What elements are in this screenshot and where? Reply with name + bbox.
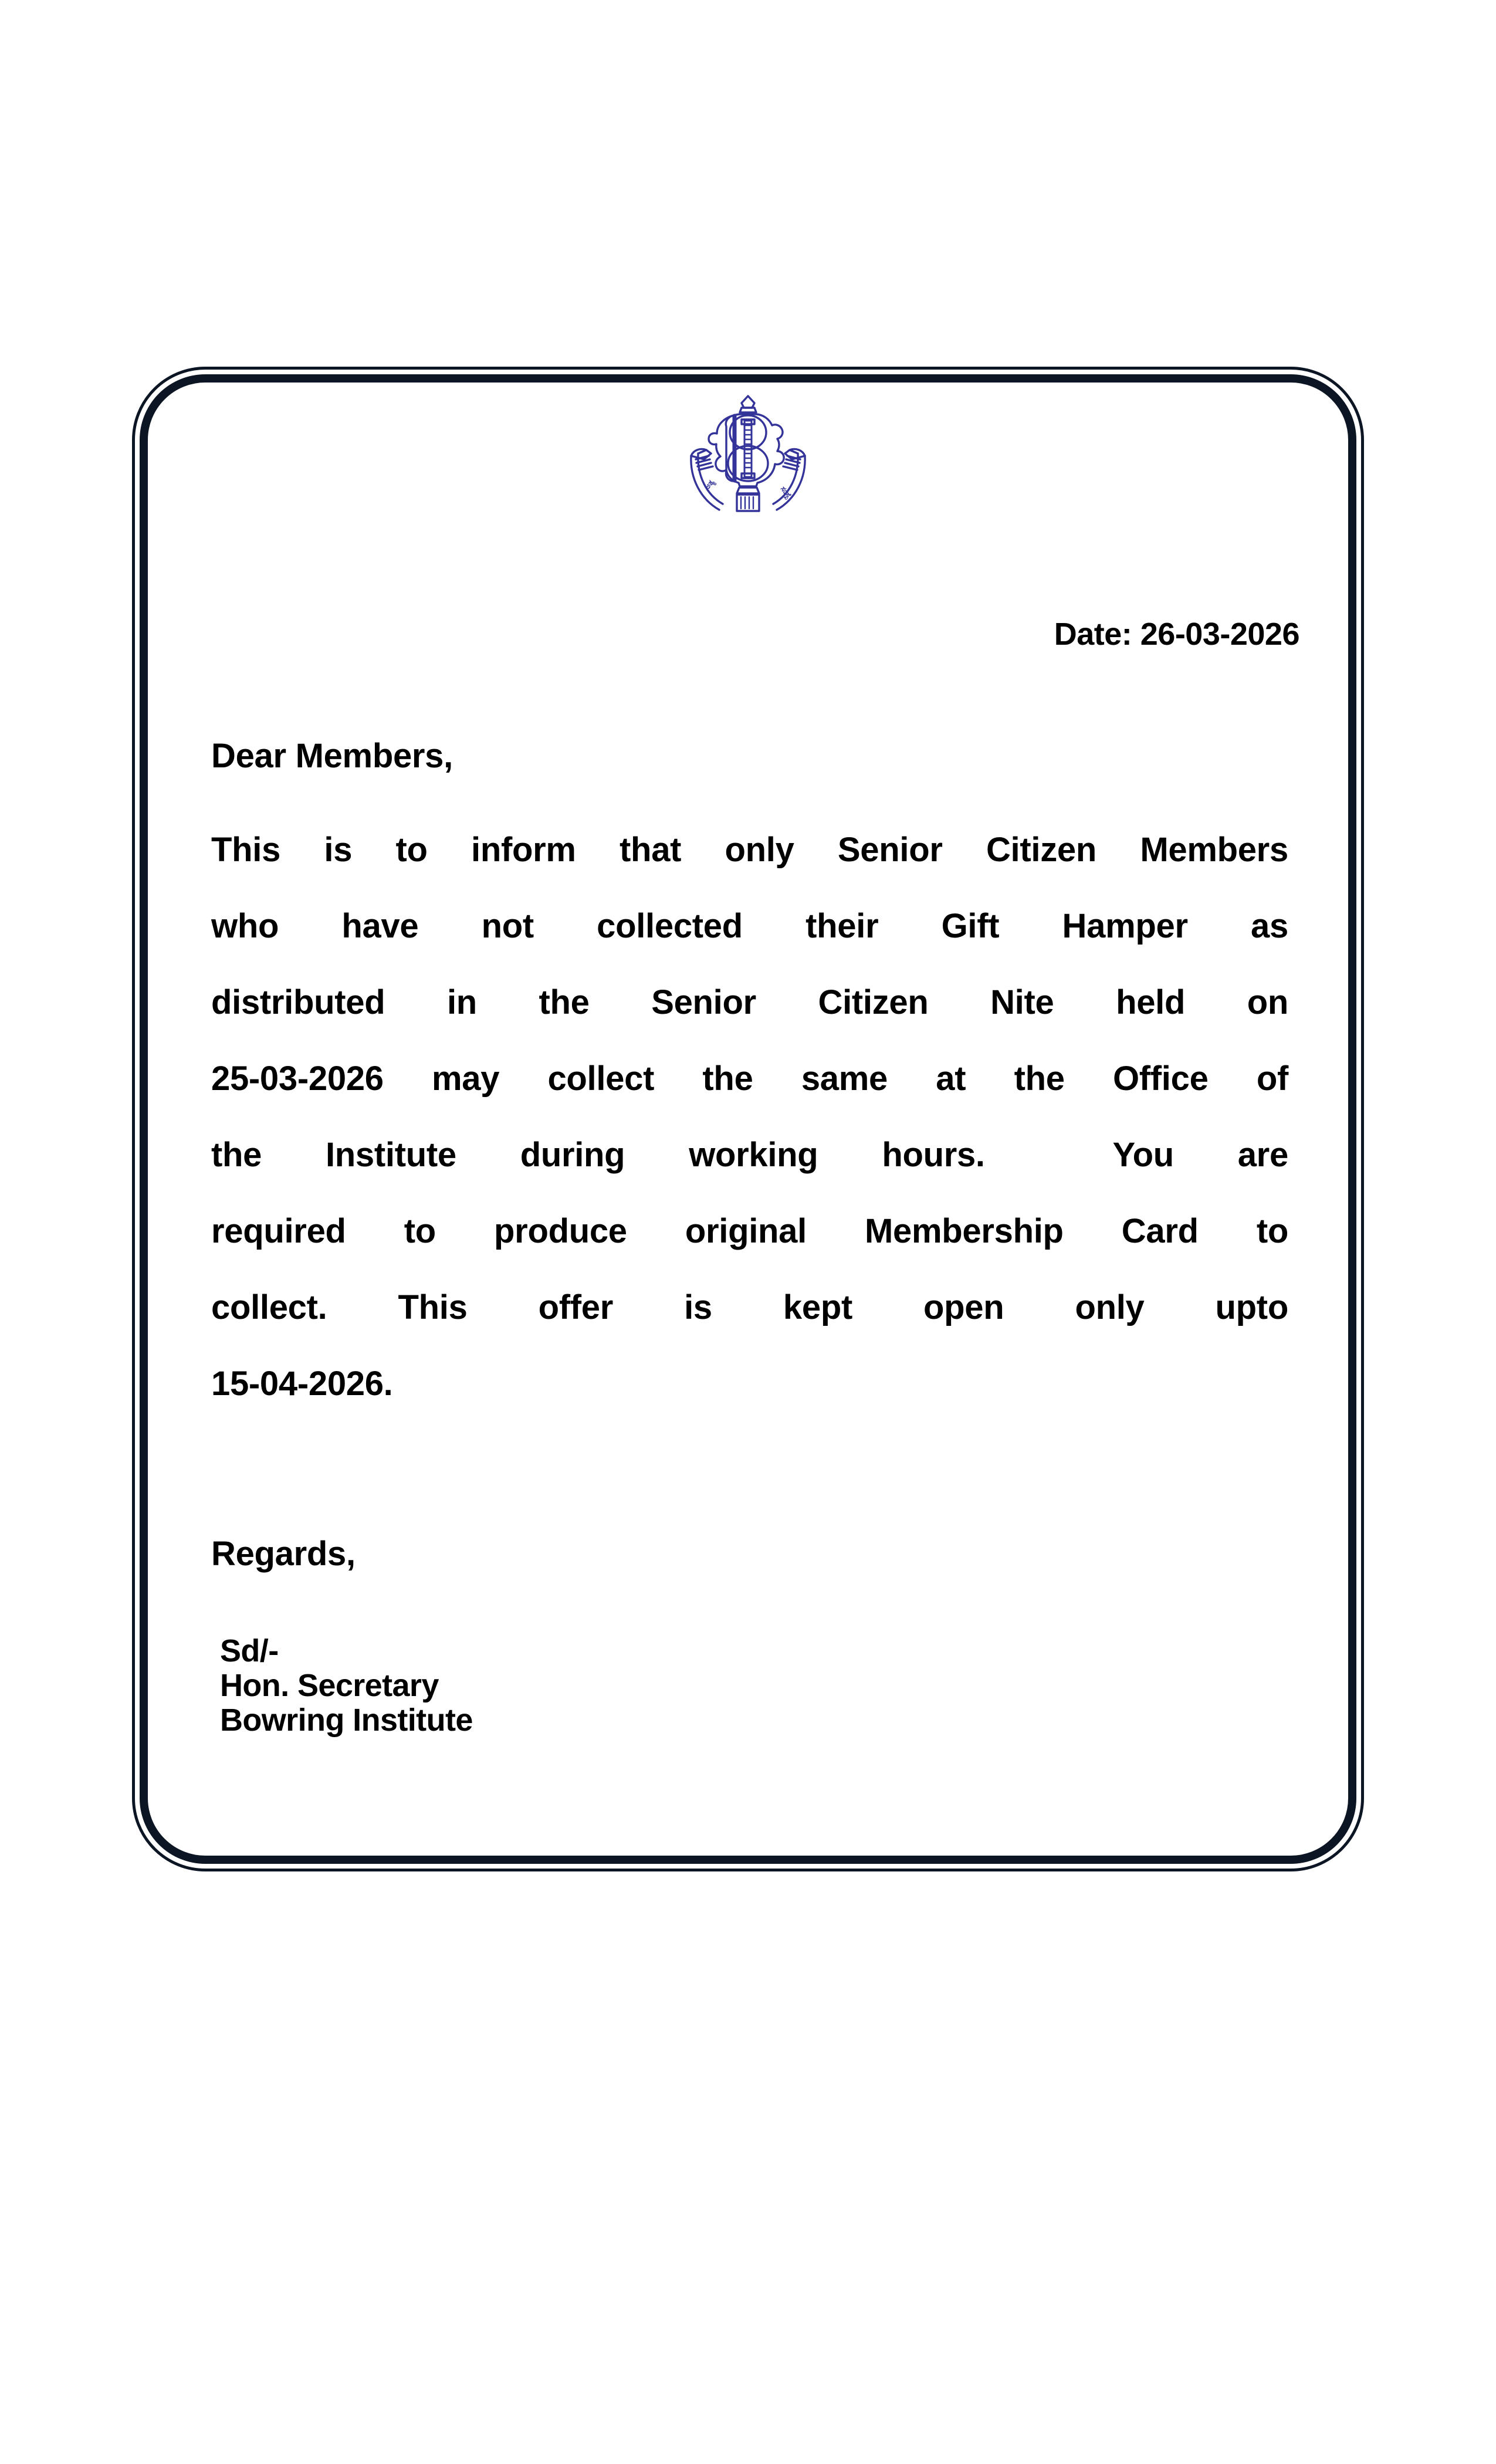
body-word: may bbox=[431, 1060, 500, 1098]
body-word: collect bbox=[547, 1060, 655, 1098]
body-word: only bbox=[725, 831, 794, 869]
body-word: produce bbox=[494, 1212, 627, 1250]
body-word: is bbox=[684, 1288, 712, 1326]
signature-organization: Bowring Institute bbox=[220, 1702, 473, 1738]
body-word: working bbox=[689, 1136, 818, 1174]
signature-signed-mark: Sd/- bbox=[220, 1633, 279, 1668]
body-word: their bbox=[805, 907, 879, 945]
body-word: This bbox=[398, 1288, 468, 1326]
body-word: 15-04-2026. bbox=[211, 1365, 393, 1403]
body-word: Institute bbox=[325, 1136, 456, 1174]
bowring-institute-crest-icon bbox=[681, 390, 815, 516]
body-word: the bbox=[702, 1060, 753, 1098]
body-word: only bbox=[1075, 1288, 1145, 1326]
body-word: as bbox=[1250, 907, 1288, 945]
body-word: are bbox=[1237, 1136, 1288, 1174]
body-word: the bbox=[1014, 1060, 1065, 1098]
body-line bbox=[211, 1138, 1288, 1214]
body-word: collect. bbox=[211, 1288, 327, 1326]
body-line bbox=[211, 1288, 1288, 1367]
body-word: to bbox=[395, 831, 428, 869]
closing-line: Regards, bbox=[211, 1535, 356, 1573]
body-word: during bbox=[520, 1136, 625, 1174]
body-word: Senior bbox=[651, 983, 756, 1021]
svg-text:ಸಂಸ್ಖೆ: ಸಂಸ್ಖೆ bbox=[779, 484, 794, 500]
body-line bbox=[211, 983, 1288, 1062]
body-word: upto bbox=[1215, 1288, 1288, 1326]
body-word: to bbox=[404, 1212, 436, 1250]
body-word: This bbox=[211, 831, 281, 869]
body-word: the bbox=[539, 983, 590, 1021]
body-word: inform bbox=[471, 831, 576, 869]
salutation: Dear Members, bbox=[211, 737, 453, 775]
body-word: at bbox=[936, 1060, 966, 1098]
body-word: the bbox=[211, 1136, 262, 1174]
signature-designation: Hon. Secretary bbox=[220, 1667, 439, 1703]
notice-date: Date: 26-03-2026 bbox=[1054, 617, 1299, 652]
body-word: Senior bbox=[837, 831, 943, 869]
body-word: on bbox=[1247, 983, 1288, 1021]
body-word: held bbox=[1116, 983, 1186, 1021]
notice-card bbox=[132, 367, 1364, 1871]
body-word: collected bbox=[597, 907, 743, 945]
body-word: Gift bbox=[941, 907, 1000, 945]
notice-content bbox=[135, 370, 1361, 1869]
body-word: open bbox=[923, 1288, 1004, 1326]
body-line bbox=[211, 909, 1288, 986]
body-word: Members bbox=[1140, 831, 1288, 869]
body-word: Card bbox=[1121, 1212, 1199, 1250]
body-line bbox=[211, 1062, 1288, 1138]
body-word: offer bbox=[538, 1288, 614, 1326]
body-line bbox=[211, 1214, 1288, 1291]
body-word: of bbox=[1256, 1060, 1288, 1098]
body-word: Hamper bbox=[1062, 907, 1188, 945]
body-word: who bbox=[211, 907, 279, 945]
body-word: required bbox=[211, 1212, 346, 1250]
body-word: Citizen bbox=[986, 831, 1096, 869]
notice-body bbox=[211, 833, 1288, 1443]
body-word: Membership bbox=[865, 1212, 1064, 1250]
body-line bbox=[211, 1367, 1288, 1443]
body-word: in bbox=[446, 983, 477, 1021]
body-word: Nite bbox=[990, 983, 1054, 1021]
body-word: original bbox=[685, 1212, 807, 1250]
body-word: Citizen bbox=[818, 983, 929, 1021]
body-word: You bbox=[1112, 1136, 1174, 1174]
body-word: that bbox=[620, 831, 682, 869]
body-word: 25-03-2026 bbox=[211, 1060, 384, 1098]
body-word: is bbox=[324, 831, 353, 869]
body-word: have bbox=[341, 907, 419, 945]
body-word: Office bbox=[1112, 1060, 1209, 1098]
body-word: distributed bbox=[211, 983, 385, 1021]
svg-text:ಅತ್ಯ: ಅತ್ಯ bbox=[702, 478, 716, 491]
body-word: kept bbox=[783, 1288, 852, 1326]
body-word: same bbox=[801, 1060, 888, 1098]
body-word: hours. bbox=[882, 1136, 985, 1174]
body-line bbox=[211, 833, 1288, 909]
body-word: to bbox=[1256, 1212, 1288, 1250]
signature-block bbox=[220, 1634, 473, 1738]
body-word: not bbox=[481, 907, 534, 945]
